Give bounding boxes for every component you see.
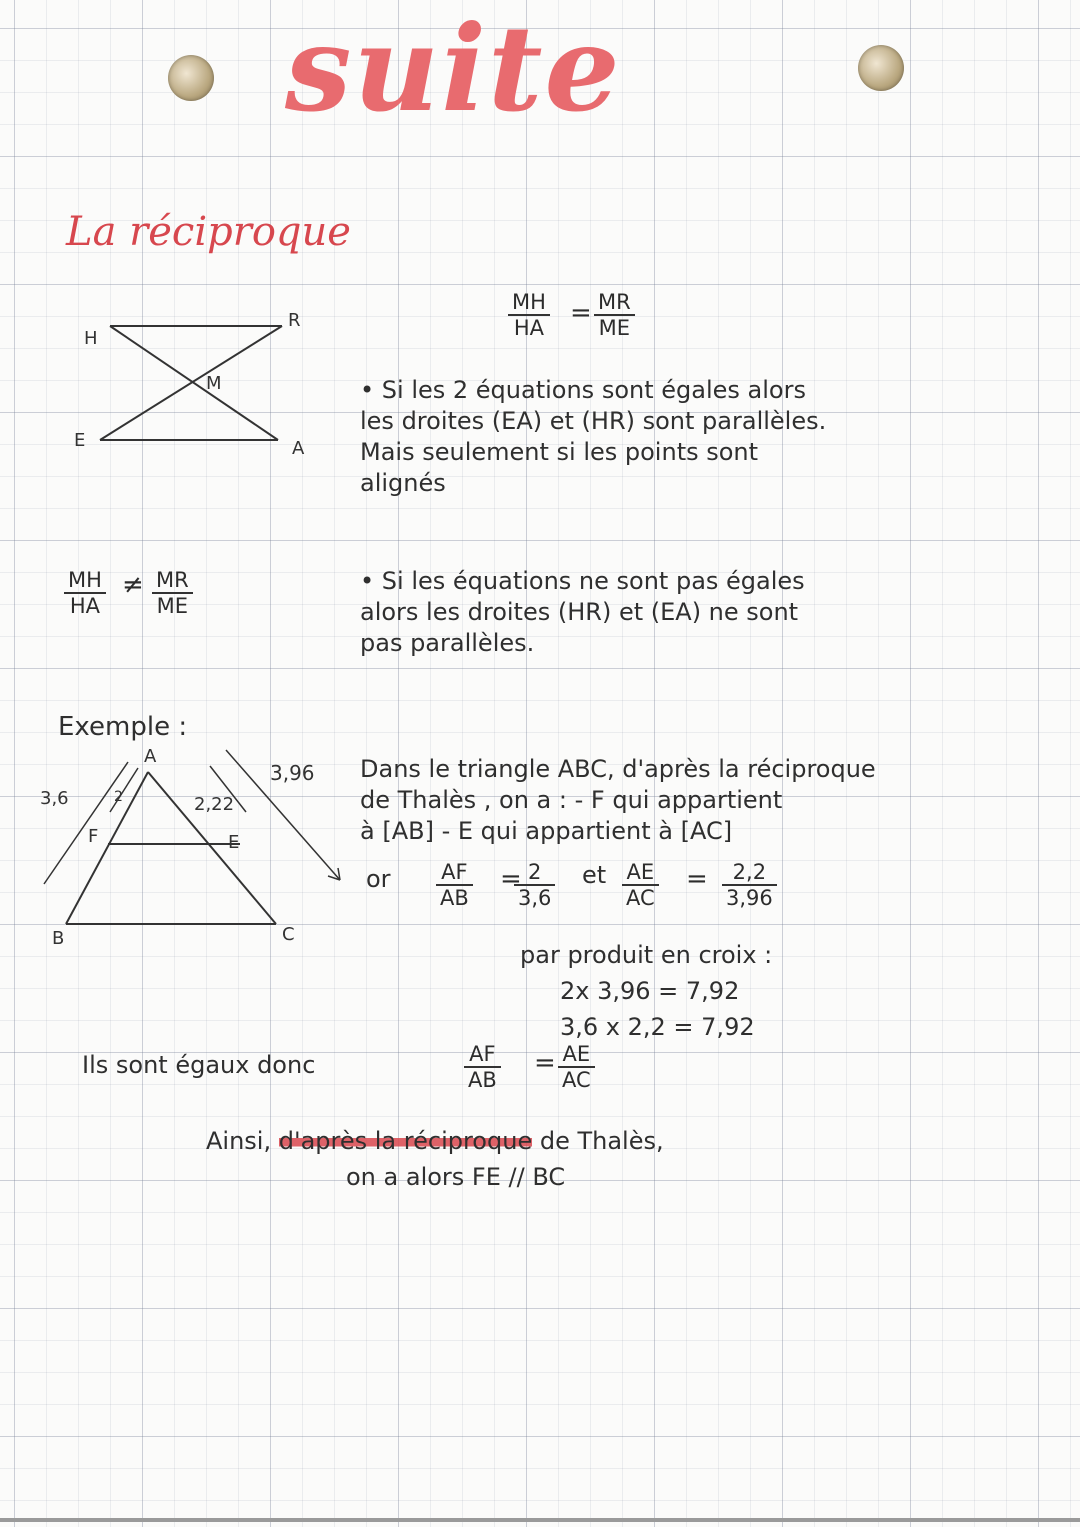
fraction-denominator: ME xyxy=(598,316,631,340)
fraction-numerator: AF xyxy=(464,1042,501,1068)
point-b-label: B xyxy=(52,928,65,949)
para1-line4: alignés xyxy=(360,469,446,497)
fraction-numerator: MR xyxy=(152,568,193,594)
fraction-numerator: 2 xyxy=(514,860,555,886)
conclusion-text: Ils sont égaux donc xyxy=(82,1051,316,1079)
measure-ac: 3,96 xyxy=(270,761,315,785)
fraction-denominator: 3,96 xyxy=(726,886,773,910)
para1-line3: Mais seulement si les points sont xyxy=(360,438,759,466)
para2-line2: alors les droites (HR) et (EA) ne sont xyxy=(360,598,799,626)
point-e-label: E xyxy=(74,430,86,451)
page-edge xyxy=(0,1518,1080,1522)
para2-line3: pas parallèles. xyxy=(360,629,535,657)
fraction-denominator: HA xyxy=(69,594,101,618)
fraction-denominator: AB xyxy=(468,1068,497,1092)
fraction-denominator: ME xyxy=(156,594,189,618)
point-c-label: C xyxy=(282,924,295,945)
struck-text: d'après la réciproque xyxy=(278,1127,533,1155)
bullet: • xyxy=(360,567,375,595)
frac-af-ab-conclusion xyxy=(464,1042,501,1092)
point-m-label: M xyxy=(206,373,222,394)
et-word: et xyxy=(582,861,607,889)
frac-ae-ac-conclusion xyxy=(558,1042,595,1092)
equal-sign: = xyxy=(686,864,708,894)
fraction-denominator: AC xyxy=(562,1068,591,1092)
para2-line1: Si les équations ne sont pas égales xyxy=(381,567,805,595)
paragraph-example xyxy=(360,754,1050,847)
final-rest: de Thalès, xyxy=(539,1127,664,1155)
fraction-denominator: AB xyxy=(440,886,469,910)
not-equal-sign: ≠ xyxy=(122,570,144,600)
or-word: or xyxy=(366,865,391,893)
fraction-denominator: 3,6 xyxy=(518,886,552,910)
cross-product-title: par produit en croix : xyxy=(520,941,773,969)
fraction-numerator: MH xyxy=(64,568,106,594)
point-h-label: H xyxy=(84,328,98,349)
fraction-numerator: AE xyxy=(558,1042,595,1068)
final-line2: on a alors FE // BC xyxy=(346,1163,566,1191)
fraction-numerator: 2,2 xyxy=(722,860,777,886)
frac-ae-ac xyxy=(622,860,659,910)
para3-line3: à [AB] - E qui appartient à [AC] xyxy=(360,817,733,845)
fraction-numerator: MR xyxy=(594,290,635,316)
para1-line1: Si les 2 équations sont égales alors xyxy=(381,376,806,404)
fraction-numerator: AE xyxy=(622,860,659,886)
para3-line2: de Thalès , on a : - F qui appartient xyxy=(360,786,783,814)
bullet: • xyxy=(360,376,375,404)
equal-sign: = xyxy=(534,1048,556,1078)
cross-product-line2: 3,6 x 2,2 = 7,92 xyxy=(560,1013,755,1041)
cross-product-line1: 2x 3,96 = 7,92 xyxy=(560,977,740,1005)
section-title: La réciproque xyxy=(66,209,351,255)
equal-sign: = xyxy=(500,864,522,894)
para3-line1: Dans le triangle ABC, d'après la réciproque xyxy=(360,755,876,783)
measure-ab: 3,6 xyxy=(40,788,69,809)
point-a-label: A xyxy=(144,746,157,767)
frac-22-396 xyxy=(722,860,777,910)
point-e-label: E xyxy=(228,832,240,853)
example-label: Exemple : xyxy=(58,712,188,742)
final-line1 xyxy=(206,1126,664,1157)
para1-line2: les droites (EA) et (HR) sont parallèles. xyxy=(360,407,827,435)
fraction-numerator: AF xyxy=(436,860,473,886)
measure-ae: 2,22 xyxy=(194,794,235,815)
fraction-denominator: HA xyxy=(513,316,545,340)
page-title: suite xyxy=(285,0,622,138)
measure-af: 2 xyxy=(114,789,123,805)
ainsi-word: Ainsi, xyxy=(206,1127,272,1155)
point-a-label: A xyxy=(292,438,305,459)
point-f-label: F xyxy=(88,826,99,847)
arrow-ab xyxy=(44,762,128,884)
side-ab xyxy=(66,772,148,924)
fraction-denominator: AC xyxy=(626,886,655,910)
frac-2-36 xyxy=(514,860,555,910)
frac-af-ab xyxy=(436,860,473,910)
point-r-label: R xyxy=(288,310,301,331)
equal-sign: = xyxy=(570,298,592,328)
fraction-numerator: MH xyxy=(508,290,550,316)
